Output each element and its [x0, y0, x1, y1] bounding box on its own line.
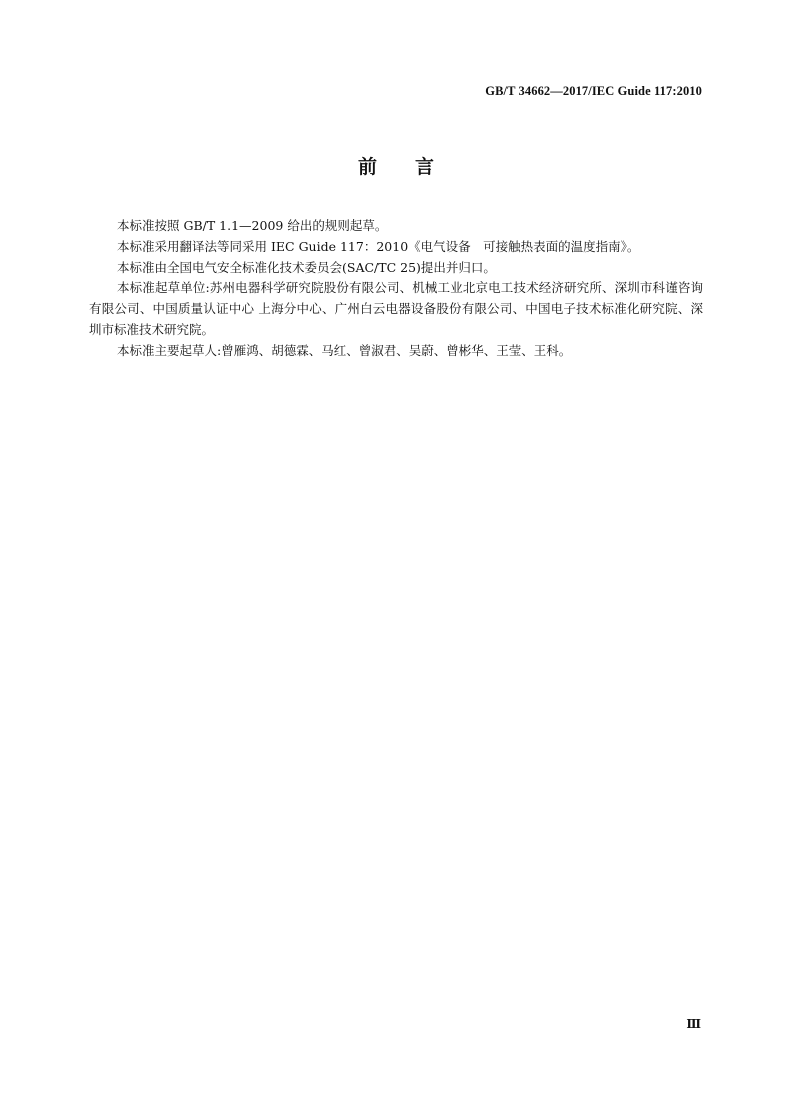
page-number: Ⅲ: [686, 1017, 701, 1031]
paragraph-drafters: 本标准主要起草人:曾雁鸿、胡德霖、马红、曾淑君、吴蔚、曾彬华、王莹、王科。: [117, 342, 572, 358]
paragraph-drafting-rules: 本标准按照 GB/T 1.1—2009 给出的规则起草。: [117, 218, 388, 233]
paragraph-adoption: 本标准采用翻译法等同采用 IEC Guide 117：2010《电气设备 可接触热表面的温度指南》。: [117, 238, 640, 254]
paragraph-drafting-units: 本标准起草单位:苏州电器科学研究院股份有限公司、机械工业北京电工技术经济研究所、深圳市科谨咨询有限公司、中国质量认证中心 上海分中心、广州白云电器设备股份有限公司、中国电子技术标准化研究院、深圳市标准技术研究院。: [89, 280, 703, 337]
standard-code: GB/T 34662—2017/IEC Guide 117:2010: [485, 84, 702, 98]
preface-body: [89, 216, 703, 362]
page-title: 前言: [357, 156, 472, 178]
paragraph-proposer: 本标准由全国电气安全标准化技术委员会(SAC/TC 25)提出并归口。: [117, 259, 496, 275]
